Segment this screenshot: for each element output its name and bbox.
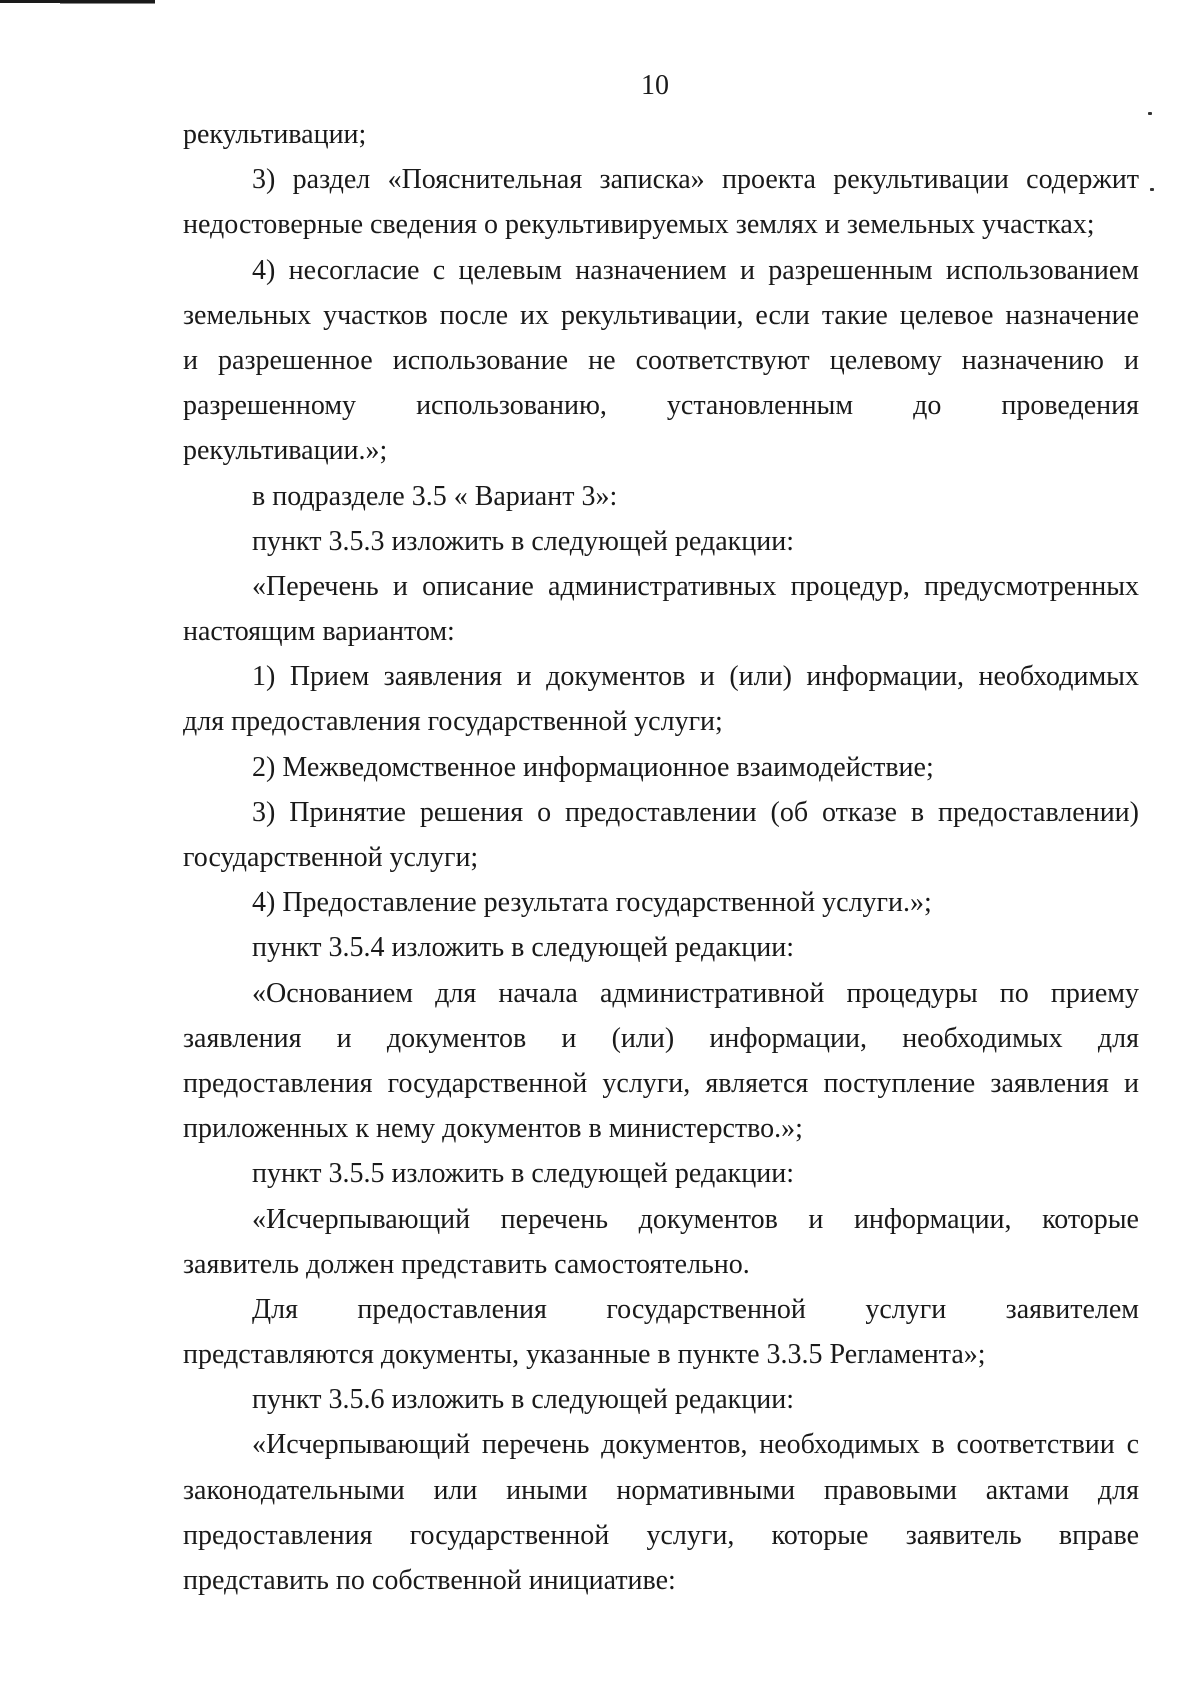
text-line: «Исчерпывающий перечень документов, необходимых в соответствии с <box>252 1429 1139 1461</box>
text-line: 3) раздел «Пояснительная записка» проекта рекультивации содержит <box>252 164 1139 196</box>
text-line: пункт 3.5.3 изложить в следующей редакции: <box>252 525 794 557</box>
text-line: представить по собственной инициативе: <box>183 1565 676 1596</box>
text-line: и разрешенное использование не соответствуют целевому назначению и <box>183 344 1139 376</box>
document-body <box>183 112 1139 1603</box>
text-line: 3) Принятие решения о предоставлении (об отказе в предоставлении) <box>252 796 1139 828</box>
text-line: 4) Предоставление результата государственной услуги.»; <box>252 887 932 919</box>
text-line: разрешенному использованию, установленным до проведения <box>183 390 1139 422</box>
text-line: 2) Межведомственное информационное взаимодействие; <box>252 751 934 783</box>
text-line: предоставления государственной услуги, которые заявитель вправе <box>183 1519 1139 1551</box>
text-line: пункт 3.5.5 изложить в следующей редакции: <box>252 1158 794 1190</box>
text-line: законодательными или иными нормативными правовыми актами для <box>183 1474 1139 1506</box>
text-line: заявитель должен представить самостоятельно. <box>183 1248 750 1280</box>
page-number: 10 <box>641 70 669 101</box>
text-line: «Основанием для начала административной процедуры по приему <box>252 977 1139 1009</box>
text-line: для предоставления государственной услуги; <box>183 706 723 738</box>
text-line: «Перечень и описание административных процедур, предусмотренных <box>252 570 1139 602</box>
text-line: рекультивации; <box>183 119 367 150</box>
scan-speck <box>1148 112 1152 115</box>
text-line: в подразделе 3.5 « Вариант 3»: <box>252 480 618 512</box>
text-line: пункт 3.5.4 изложить в следующей редакции: <box>252 932 794 964</box>
text-line: «Исчерпывающий перечень документов и информации, которые <box>252 1203 1139 1235</box>
scan-speck <box>1150 188 1154 191</box>
text-line: пункт 3.5.6 изложить в следующей редакции: <box>252 1384 794 1416</box>
text-line: представляются документы, указанные в пункте 3.3.5 Регламента»; <box>183 1339 986 1371</box>
text-line: 4) несогласие с целевым назначением и разрешенным использованием <box>252 254 1139 286</box>
text-line: государственной услуги; <box>183 842 479 873</box>
text-line: 1) Прием заявления и документов и (или) информации, необходимых <box>252 661 1139 693</box>
text-line: земельных участков после их рекультивации, если такие целевое назначение <box>183 299 1139 331</box>
text-line: предоставления государственной услуги, является поступление заявления и <box>183 1067 1139 1099</box>
text-line: рекультивации.»; <box>183 435 388 467</box>
text-line: настоящим вариантом: <box>183 616 455 648</box>
scan-edge-mark-thin <box>60 3 155 4</box>
text-line: недостоверные сведения о рекультивируемых землях и земельных участках; <box>183 209 1095 241</box>
text-line: приложенных к нему документов в министерство.»; <box>183 1113 803 1145</box>
text-line: заявления и документов и (или) информации, необходимых для <box>183 1022 1139 1054</box>
text-line: Для предоставления государственной услуги заявителем <box>252 1293 1139 1325</box>
